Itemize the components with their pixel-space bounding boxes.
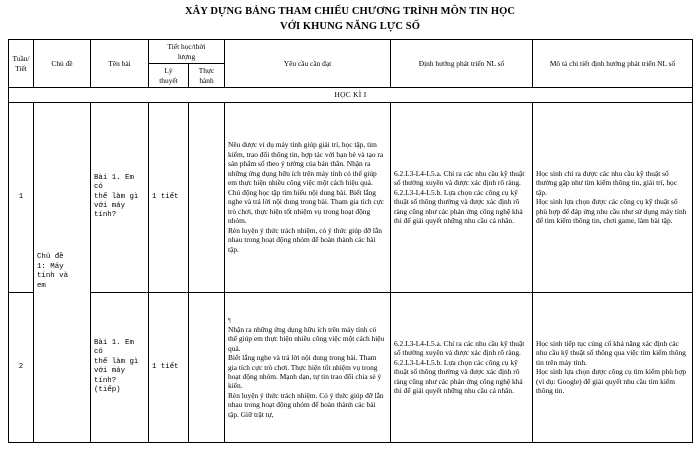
cell-digital-direction — [391, 292, 533, 442]
lesson-line-4: (tiếp) — [94, 386, 121, 395]
lesson-line-2: thể làm gì — [94, 357, 139, 366]
requirements-paragraph-2: Biết lắng nghe và trả lời nội dung trong bài. Tham gia tích cực trò chơi. Thực hiện tốt nhiệm vụ trong hoạt động nhóm. Mạnh dạn, tự tin trao đổi chia sẻ ý kiến. — [228, 353, 382, 391]
lesson-line-1: Bài 1. Em có — [94, 173, 134, 192]
semester-banner-label: HỌC KÌ I — [9, 88, 693, 102]
header-lesson-name: Tên bài — [91, 40, 149, 88]
cell-lesson-name — [91, 102, 149, 292]
requirements-paragraph-1: Nhận ra những ứng dụng hữu ích trên máy tính có thể giúp em thực hiện nhiều công việc một cách hiệu quả. — [228, 324, 385, 353]
header-digital-description-line-1: Mô tả chi tiết định hướng phát triển — [549, 59, 656, 69]
table-body — [9, 88, 693, 442]
requirements-paragraph-3: Rèn luyện ý thức trách nhiệm. Có ý thức giúp đỡ lẫn nhau trong hoạt động nhóm để hoàn thành các bài tập. Giữ trật tự, — [228, 390, 384, 419]
cell-digital-description — [533, 102, 693, 292]
table-row[interactable] — [9, 292, 693, 442]
cell-topic-group — [34, 102, 91, 442]
topic-line-4: em — [37, 281, 46, 290]
cell-requirements — [225, 102, 391, 292]
header-digital-description-line-2: NL số — [657, 59, 676, 69]
header-practice — [189, 64, 225, 88]
direction-paragraph-1: 6.2.L3-L4-L5.a. Chỉ ra các nhu cầu kỹ thuật số thường xuyên và được xác định rõ ràng. — [394, 338, 525, 358]
document-title-line-1: XÂY DỰNG BẢNG THAM CHIẾU CHƯƠNG TRÌNH MÔN TIN HỌC — [184, 6, 516, 17]
table-header — [9, 40, 693, 88]
description-paragraph-1: Học sinh tiếp tục củng cố khả năng xác định các nhu cầu kỹ thuật số thông qua việc tìm kiếm thông tin trên máy tính. — [536, 338, 686, 367]
header-row — [9, 40, 693, 64]
header-periods-group-line-2: lượng — [177, 51, 196, 61]
cell-practice-periods — [189, 102, 225, 292]
topic-line-3: tính và — [37, 272, 69, 281]
direction-paragraph-1: 6.2.L3-L4-L5.a. Chỉ ra các nhu cầu kỹ thuật số thường xuyên và được xác định rõ ràng. — [394, 168, 525, 188]
header-theory-line-2: thuyết — [159, 75, 178, 85]
cell-digital-description — [533, 292, 693, 442]
lesson-line-3: với máy tính? — [94, 367, 126, 385]
header-requirements: Yêu cầu cần đạt — [225, 40, 391, 88]
cell-week: 1 — [9, 102, 34, 292]
header-topic: Chủ đề — [34, 40, 91, 88]
header-digital-direction: Định hướng phát triển NL số — [391, 40, 533, 88]
cell-practice-periods — [189, 292, 225, 442]
table-container — [0, 39, 700, 442]
lesson-line-1: Bài 1. Em có — [94, 338, 134, 357]
table-row[interactable] — [9, 102, 693, 292]
curriculum-matrix-table — [8, 39, 693, 442]
lesson-line-3: với máy tính? — [94, 202, 126, 220]
semester-banner-row — [9, 88, 693, 102]
header-week-period — [9, 40, 34, 88]
description-paragraph-1: Học sinh chỉ ra được các nhu cầu kỹ thuật số thường gặp như tìm kiếm thông tin, giải trí, học tập. — [536, 168, 678, 197]
direction-paragraph-2: 6.2.L3-L4-L5.b. Lựa chọn các công cụ kỹ thuật số thông thường và được xác định rõ ràng cũng như các phản ứng công nghệ khả thi để giải quyết những nhu cầu cá nhân. — [394, 187, 523, 226]
header-theory-line-1: Lý — [164, 66, 173, 76]
cell-lesson-name — [91, 292, 149, 442]
direction-paragraph-2: 6.2.L3-L4-L5.b. Lựa chọn các công cụ kỹ thuật số thông thường và được xác định rõ ràng cũng như các phản ứng công nghệ khả thi để giải quyết những nhu cầu cá nhân. — [394, 357, 523, 396]
requirements-paragraph-1: Nêu được ví dụ máy tính giúp giải trí, học tập, tìm kiếm, trao đổi thông tin, hợp tác với bạn bè và tạo ra sản phẩm số theo ý tưởng của bản thân. Nhận ra những ứng dụng hữu ích trên máy tính có thể giúp em thực hiện nhiều công việc một cách hiệu quả. — [228, 140, 384, 188]
header-practice-line-1: Thực — [198, 66, 215, 76]
cell-theory-periods: 1 tiết — [149, 102, 189, 292]
requirements-paragraph-3: Rèn luyện ý thức trách nhiệm, có ý thức giúp đỡ lẫn nhau trong hoạt động nhóm để hoàn thành các bài tập. — [228, 225, 382, 254]
lesson-line-2: thể làm gì — [94, 192, 139, 201]
description-paragraph-2: Học sinh lựa chọn được công cụ tìm kiếm phù hợp (ví dụ: Google) để giải quyết nhu cầu tìm kiếm thông tin. — [536, 367, 687, 396]
cell-theory-periods: 1 tiết — [149, 292, 189, 442]
header-periods-group — [149, 40, 225, 64]
header-practice-line-2: hành — [199, 75, 214, 85]
topic-line-2: 1: Máy — [37, 262, 64, 271]
cell-week: 2 — [9, 292, 34, 442]
description-paragraph-2: Học sinh lựa chọn được các công cụ kỹ thuật số phù hợp để đáp ứng nhu cầu như sử dụng máy tính để tìm kiếm thông tin, chơi game, làm bài tập. — [536, 197, 687, 226]
header-week-period-line-2: Tiết — [15, 63, 27, 73]
document-title — [0, 0, 700, 34]
header-theory — [149, 64, 189, 88]
requirements-paragraph-2: Chủ động học tập tìm hiểu nội dung bài. Biết lắng nghe và trả lời nội dung trong bài. Tham gia tích cực trò chơi, thực hiện tốt nhiệm vụ trong hoạt động nhóm. — [228, 187, 384, 226]
header-week-period-line-1: Tuần/ — [12, 54, 30, 64]
topic-line-1: Chủ đề — [37, 253, 64, 262]
document-title-line-2: VỚI KHUNG NĂNG LỰC SỐ — [280, 21, 420, 33]
header-digital-description — [533, 40, 693, 88]
cell-digital-direction — [391, 102, 533, 292]
header-periods-group-line-1: Tiết học/thời — [167, 42, 206, 52]
cell-requirements: ¶ Nhận ra những ứng dụng hữu ích trên máy tính có thể giúp em thực hiện nhiều công việc một cách hiệu quả. Biết lắng nghe và trả lời nội dung trong bài. Tham gia tích cực trò chơi. Thực hiện tốt nhiệm vụ trong hoạt động nhóm. Mạnh dạn, tự tin trao đổi chia sẻ ý kiến. Rèn luyện ý thức trách nhiệm. Có ý thức giúp đỡ lẫn nhau trong hoạt động nhóm để hoàn thành các bài tập. Giữ trật tự, — [225, 292, 391, 442]
